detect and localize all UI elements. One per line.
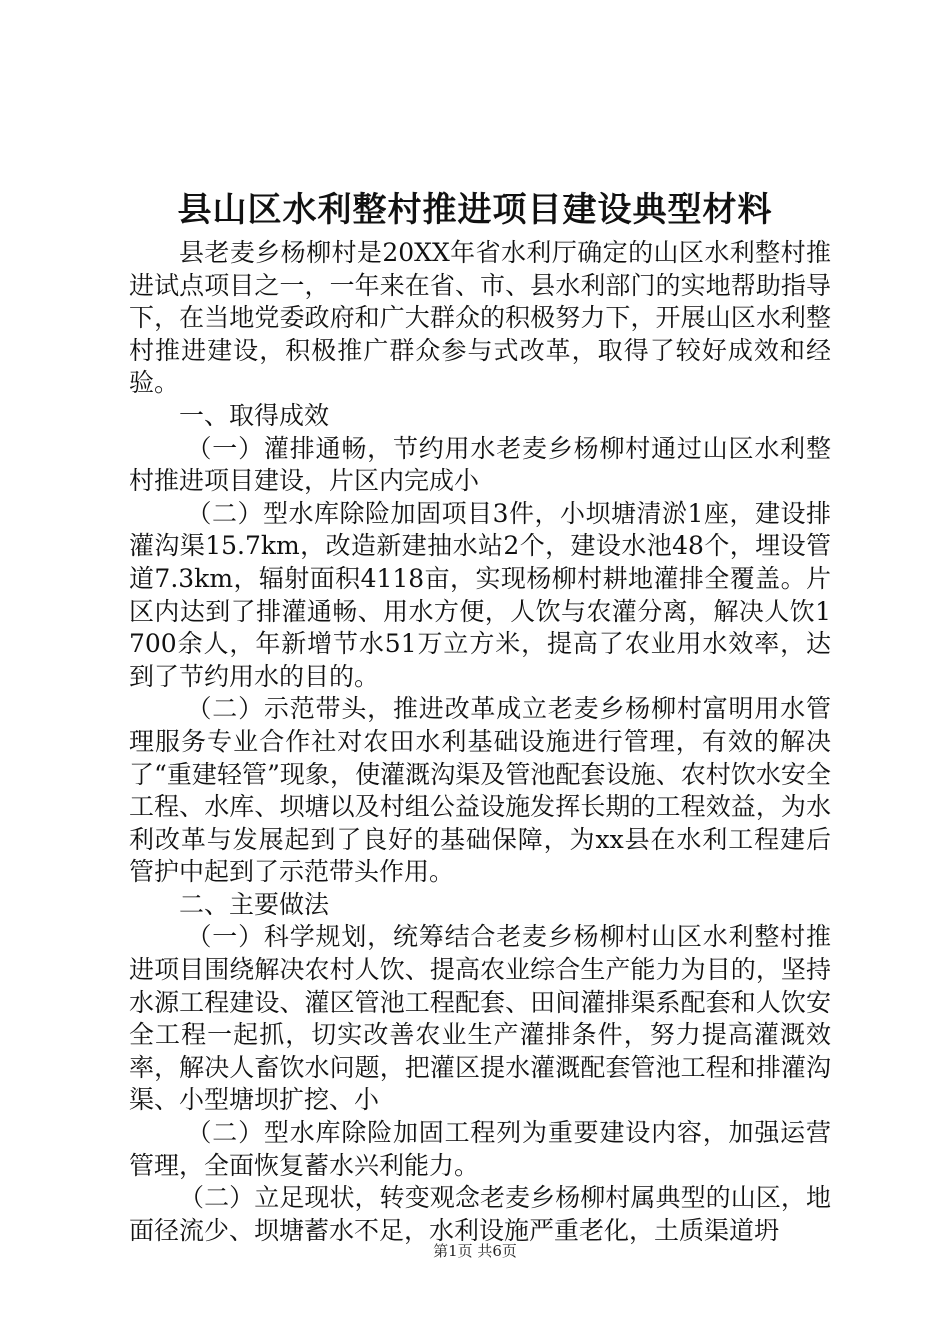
document-title: 县山区水利整村推进项目建设典型材料 xyxy=(177,190,773,230)
paragraph-reservoir-results: （二）型水库除险加固项目3件，小坝塘清淤1座，建设排灌沟渠15.7km，改造新建抽水站2个，建设水池48个，埋设管道7.3km，辐射面积4118亩，实现杨柳村耕地灌排全覆盖。片区内达到了排灌通畅、用水方便，人饮与农灌分离，解决人饮1700余人，年新增节水51万立方米，提高了农业用水效率，达到了节约用水的目的。 xyxy=(129,498,831,691)
document-body xyxy=(129,237,831,1247)
page-footer: 第1页 共6页 xyxy=(433,1242,517,1260)
paragraph-reservoir-works: （二）型水库除险加固工程列为重要建设内容，加强运营管理，全面恢复蓄水兴利能力。 xyxy=(129,1118,831,1180)
paragraph-current-situation: （二）立足现状，转变观念老麦乡杨柳村属典型的山区，地面径流少、坝塘蓄水不足，水利设施严重老化，土质渠道坍 xyxy=(129,1183,831,1245)
section-heading-practices: 二、主要做法 xyxy=(179,889,330,919)
paragraph-planning: （一）科学规划，统筹结合老麦乡杨柳村山区水利整村推进项目围绕解决农村人饮、提高农业综合生产能力为目的，坚持水源工程建设、灌区管池工程配套、田间灌排渠系配套和人饮安全工程一起抓，切实改善农业生产灌排条件，努力提高灌溉效率，解决人畜饮水问题，把灌区提水灌溉配套管池工程和排灌沟渠、小型塘坝扩挖、小 xyxy=(129,922,831,1115)
intro-paragraph: 县老麦乡杨柳村是20XX年省水利厅确定的山区水利整村推进试点项目之一，一年来在省、市、县水利部门的实地帮助指导下，在当地党委政府和广大群众的积极努力下，开展山区水利整村推进建设，积极推广群众参与式改革，取得了较好成效和经验。 xyxy=(129,238,831,398)
paragraph-irrigation: （一）灌排通畅，节约用水老麦乡杨柳村通过山区水利整村推进项目建设，片区内完成小 xyxy=(129,433,831,496)
section-heading-results: 一、取得成效 xyxy=(179,400,330,430)
paragraph-demonstration: （二）示范带头，推进改革成立老麦乡杨柳村富明用水管理服务专业合作社对农田水利基础设施进行管理，有效的解决了“重建轻管”现象，使灌溉沟渠及管池配套设施、农村饮水安全工程、水库、坝塘以及村组公益设施发挥长期的工程效益，为水利改革与发展起到了良好的基础保障，为xx县在水利工程建后管护中起到了示范带头作用。 xyxy=(129,694,831,887)
